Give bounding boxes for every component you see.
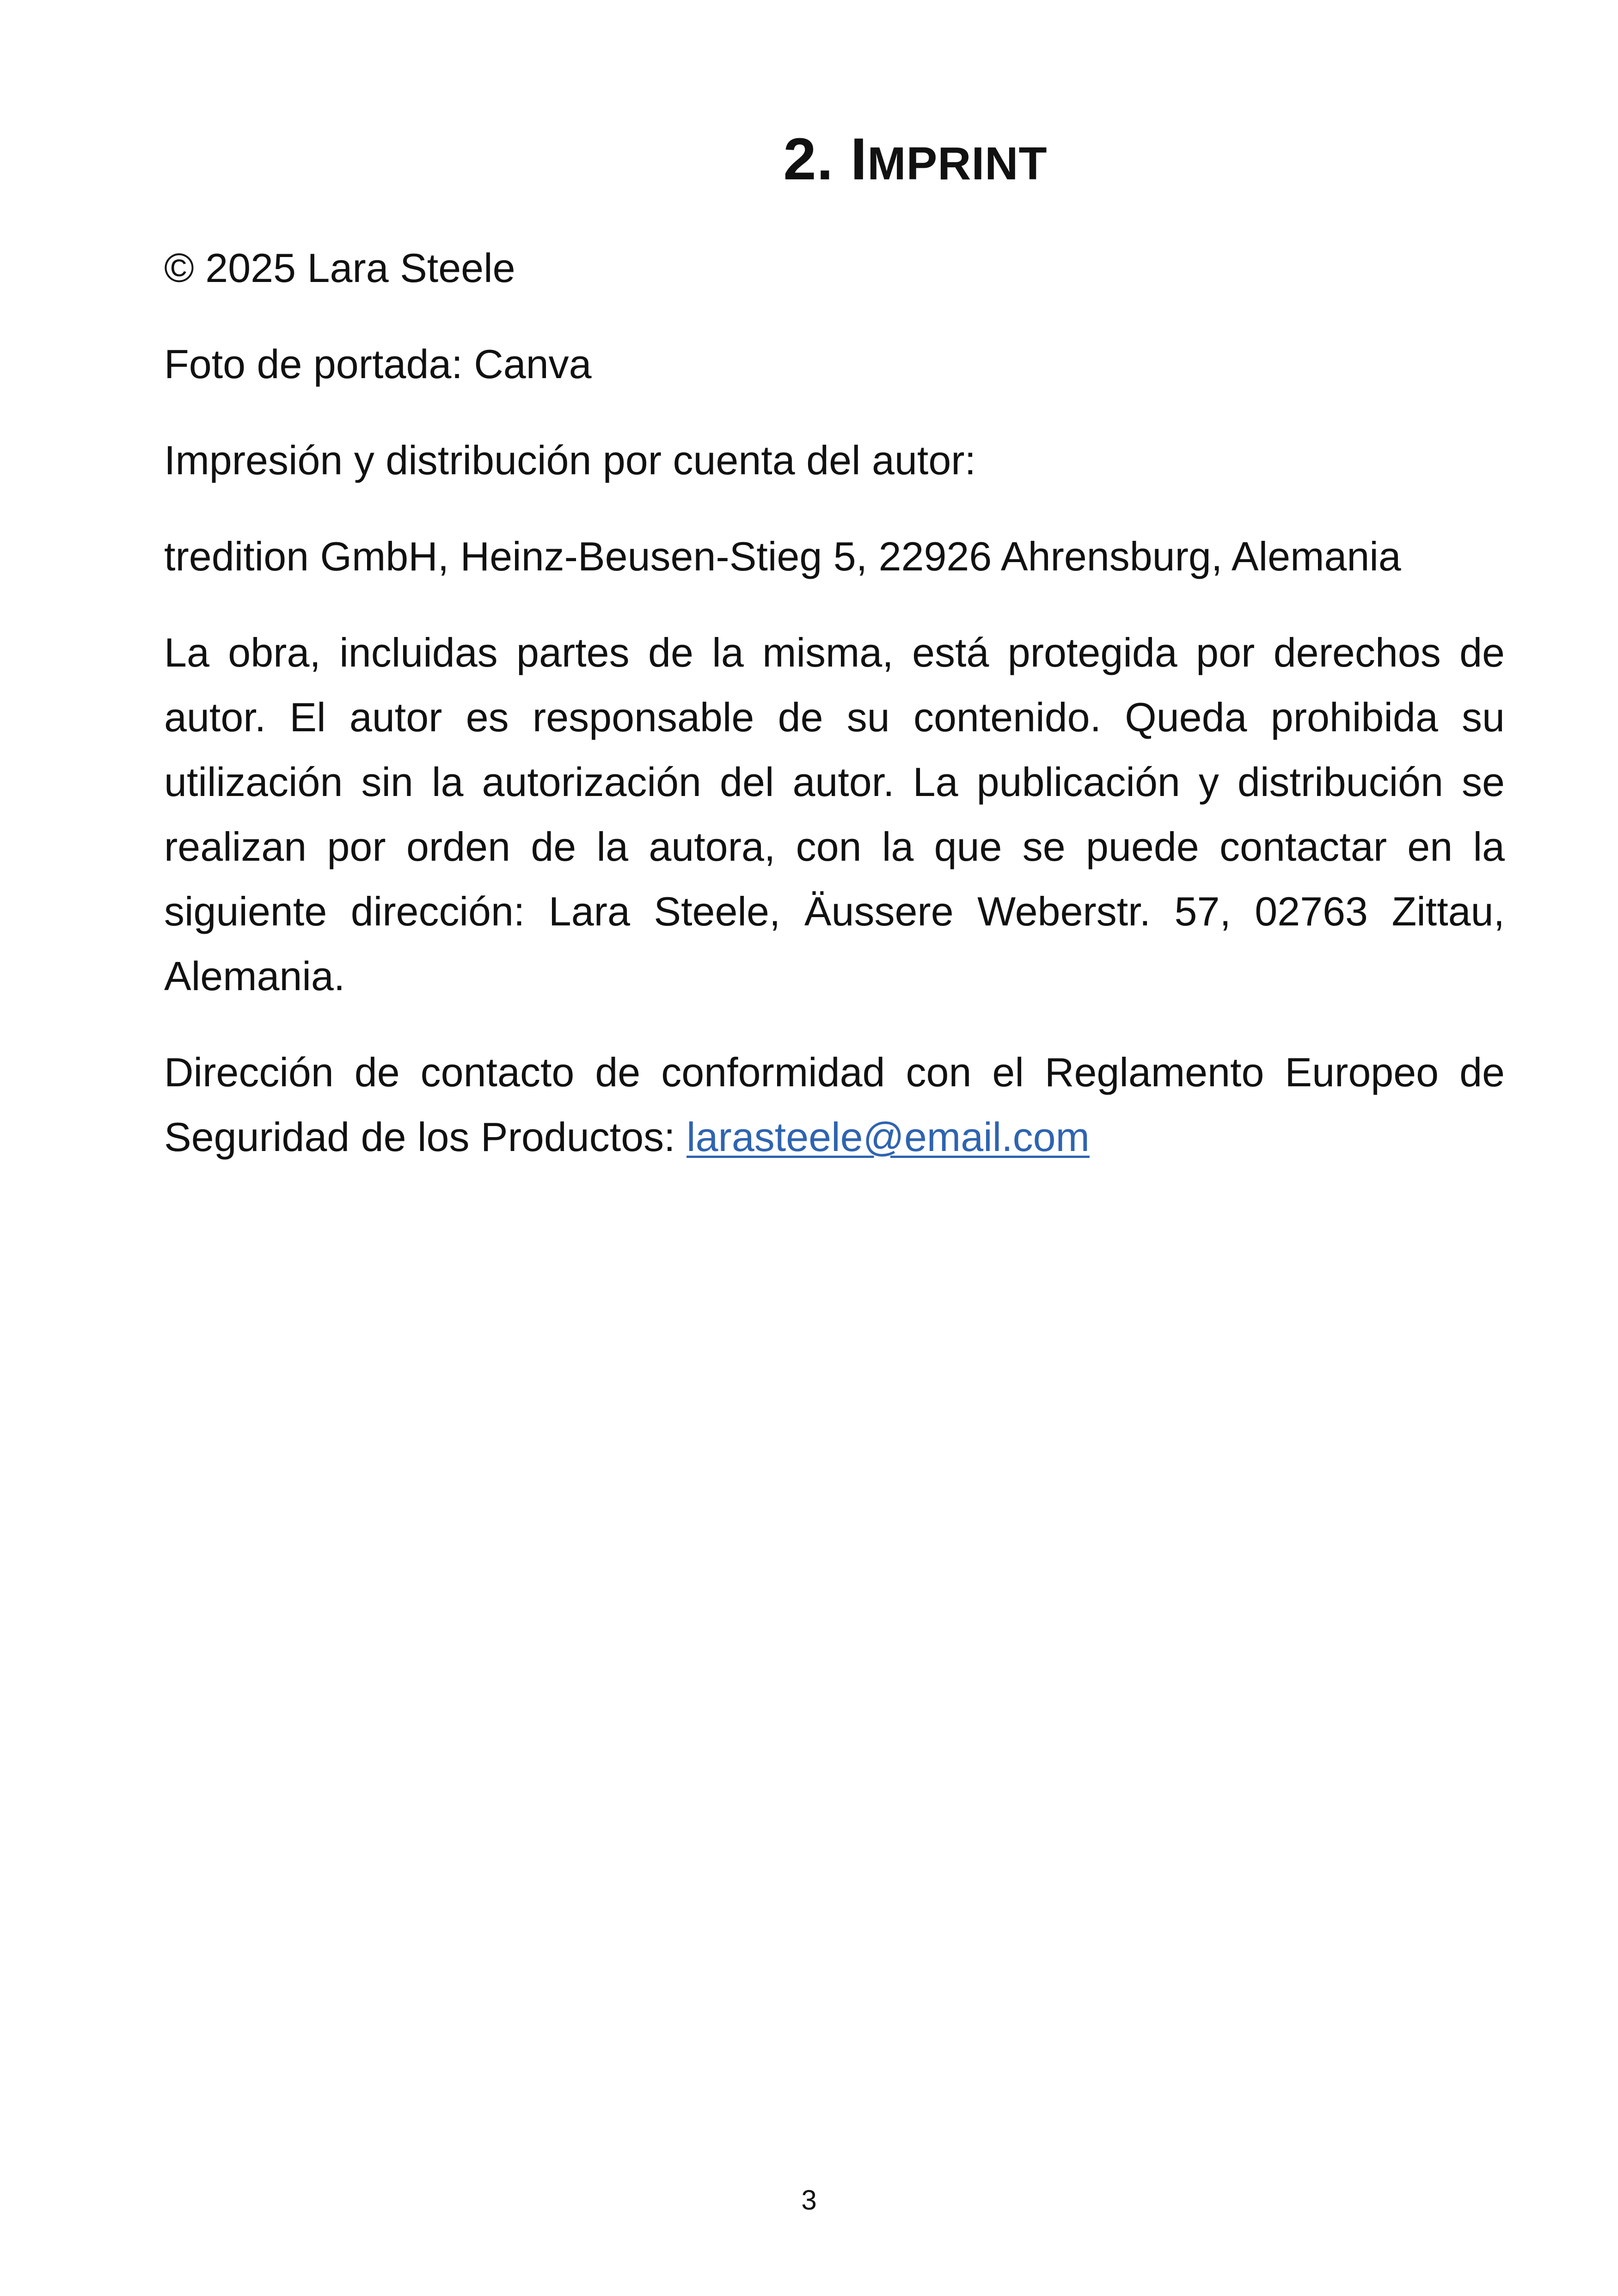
copyright-line: © 2025 Lara Steele xyxy=(164,245,515,291)
printing-line: Impresión y distribución por cuenta del autor: xyxy=(164,437,976,483)
publisher-address-line: tredition GmbH, Heinz-Beusen-Stieg 5, 22926 Ahrensburg, Alemania xyxy=(164,533,1401,579)
heading-number: 2. xyxy=(783,126,834,192)
page-title xyxy=(0,118,1618,205)
contact-prefix: Dirección de contacto de conformidad con el Reglamento Europeo de Seguridad de los Productos: xyxy=(164,1049,1505,1160)
imprint-body xyxy=(164,236,1505,1201)
cover-photo-line: Foto de portada: Canva xyxy=(164,341,592,387)
heading-rest: MPRINT xyxy=(867,138,1048,190)
contact-email-link[interactable]: larasteele@email.com xyxy=(686,1114,1090,1160)
contact-paragraph xyxy=(164,1040,1505,1169)
page-number: 3 xyxy=(801,2185,817,2216)
heading-first-letter: I xyxy=(850,126,868,192)
rights-paragraph: La obra, incluidas partes de la misma, está protegida por derechos de autor. El autor es responsable de su contenido. Queda prohibida su utilización sin la autorización del autor. La publicación y distribución se realizan por orden de la autora, con la que se puede contactar en la siguiente dirección: Lara Steele, Äussere Weberstr. 57, 02763 Zittau, Alemania. xyxy=(164,630,1505,999)
